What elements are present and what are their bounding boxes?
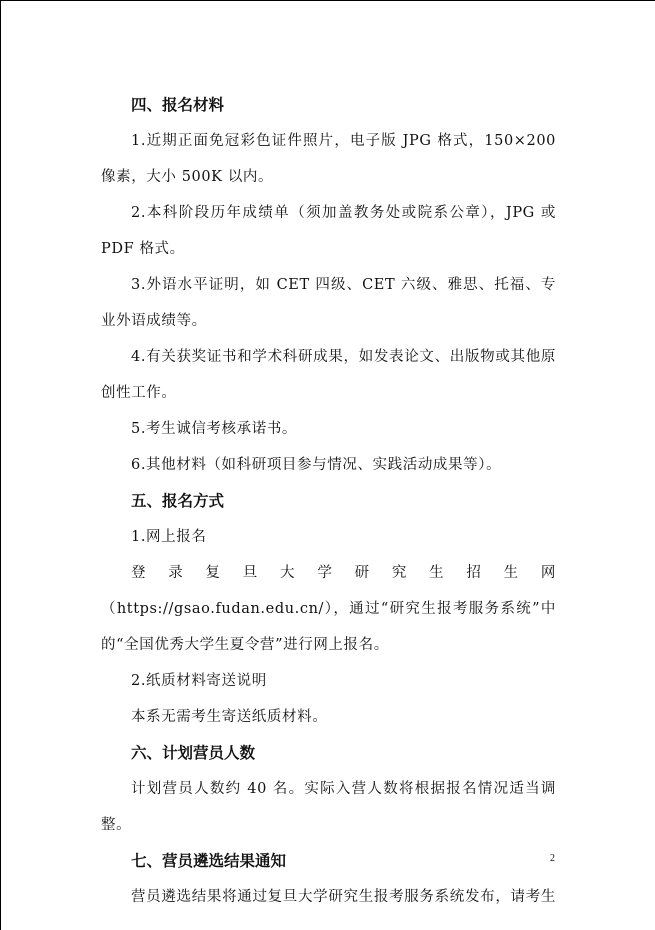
section-heading-method: 五、报名方式 <box>131 492 225 510</box>
materials-item-other: 6.其他材料（如科研项目参与情况、实践活动成果等）。 <box>131 457 502 473</box>
method-online-title: 1.网上报名 <box>131 529 207 545</box>
materials-item-pledge: 5.考生诚信考核承诺书。 <box>131 421 298 437</box>
materials-item-awards: 4.有关获奖证书和学术科研成果，如发表论文、出版物或其他原创性工作。 <box>101 349 556 401</box>
method-online-desc: 登录复旦大学研究生招生网（https://gsao.fudan.edu.cn/），通过“研究生报考服务系统”中的“全国优秀大学生夏令营”进行网上报名。 <box>101 565 556 653</box>
method-paper-desc: 本系无需考生寄送纸质材料。 <box>131 709 328 725</box>
page-content <box>101 87 556 915</box>
method-paper-title: 2.纸质材料寄送说明 <box>131 673 267 689</box>
page-number: 2 <box>550 853 555 864</box>
notification-desc: 营员遴选结果将通过复旦大学研究生报考服务系统发布，请考生 <box>131 889 556 905</box>
section-heading-notification: 七、营员遴选结果通知 <box>131 852 287 870</box>
materials-item-transcript: 2.本科阶段历年成绩单（须加盖教务处或院系公章），JPG 或 PDF 格式。 <box>101 205 556 257</box>
materials-item-photo: 1.近期正面免冠彩色证件照片，电子版 JPG 格式，150×200 像素，大小 500K 以内。 <box>101 133 556 185</box>
materials-item-language: 3.外语水平证明，如 CET 四级、CET 六级、雅思、托福、专业外语成绩等。 <box>101 277 556 329</box>
section-heading-quota: 六、计划营员人数 <box>131 744 256 762</box>
section-heading-materials: 四、报名材料 <box>131 96 225 114</box>
quota-desc: 计划营员人数约 40 名。实际入营人数将根据报名情况适当调整。 <box>101 781 556 833</box>
